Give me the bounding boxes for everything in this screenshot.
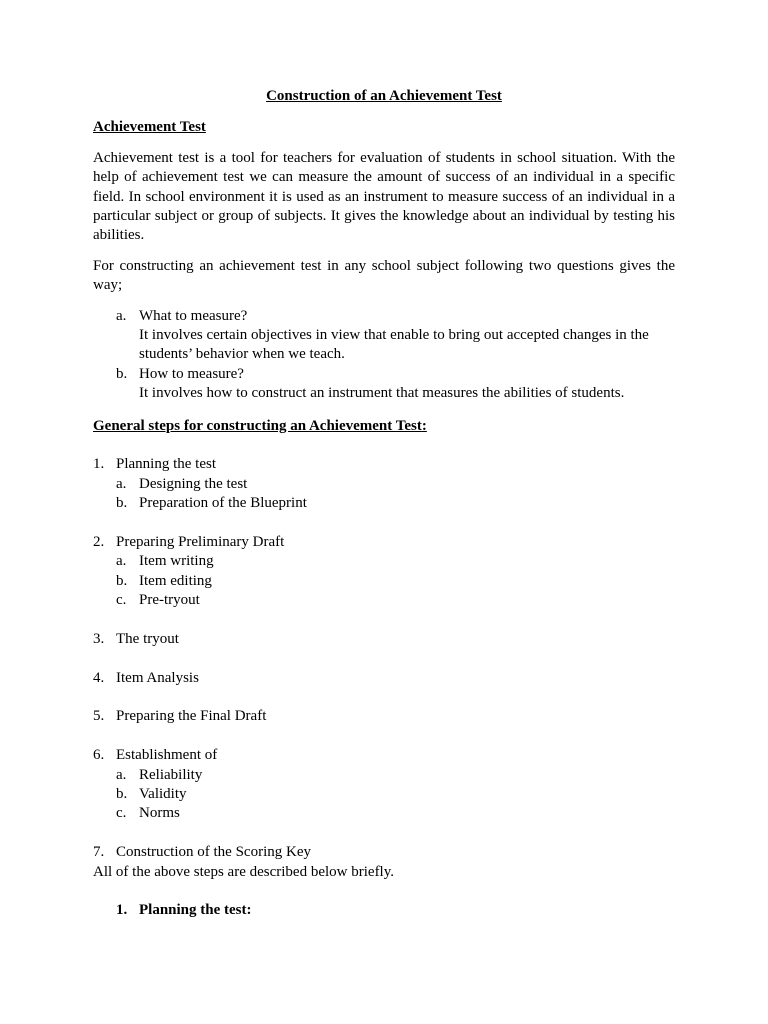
sub-step-text: Norms (139, 805, 180, 822)
list-marker: b. (116, 365, 128, 382)
sub-step-marker: a. (116, 766, 127, 783)
sub-step (93, 475, 675, 494)
sub-step (93, 804, 675, 823)
sub-step (93, 766, 675, 785)
steps-list (93, 455, 675, 862)
step-item (93, 746, 675, 824)
question-answer: It involves how to construct an instrument that measures the abilities of students. (139, 385, 625, 402)
step-item (93, 533, 675, 611)
step-number: 4. (93, 669, 105, 686)
section-heading-text: General steps for constructing an Achievement Test (93, 417, 422, 434)
sub-step-marker: b. (116, 572, 128, 589)
step-label: Preparing Preliminary Draft (116, 533, 285, 550)
step-label: Establishment of (116, 747, 218, 764)
question-answer: It involves certain objectives in view that enable to bring out accepted changes in the students’ behavior when we teach. (139, 327, 649, 363)
question-item (93, 307, 675, 365)
step-number: 7. (93, 844, 105, 861)
sub-step-marker: a. (116, 475, 127, 492)
sub-step-text: Reliability (139, 766, 203, 783)
step-label: Construction of the Scoring Key (116, 844, 311, 861)
step-item (93, 455, 675, 513)
document-page (93, 87, 675, 921)
list-marker: a. (116, 307, 127, 324)
question-text: What to measure? (139, 307, 248, 324)
steps-summary: All of the above steps are described below briefly. (93, 863, 395, 880)
sub-step-text: Validity (139, 785, 187, 802)
sub-step-text: Designing the test (139, 475, 248, 492)
step-number: 5. (93, 708, 105, 725)
subsection-title: Planning the test: (139, 902, 252, 919)
step-item (93, 843, 675, 862)
question-text: How to measure? (139, 365, 244, 382)
intro-paragraph: Achievement test is a tool for teachers for evaluation of students in school situation. With the help of achievement test we can measure the amount of success of an individual in a specific field. In school environment it is used as an instrument to measure success of an individual in a particular subject or group of subjects. It gives the knowledge about an individual by testing his abilities. (93, 149, 675, 244)
section-heading-general-steps (93, 417, 675, 436)
step-number: 1. (93, 456, 105, 473)
sub-step-marker: c. (116, 591, 127, 608)
subsection-heading-planning (93, 901, 675, 920)
step-number: 2. (93, 533, 105, 550)
sub-step (93, 494, 675, 513)
sub-step-marker: c. (116, 805, 127, 822)
step-label: Preparing the Final Draft (116, 708, 267, 725)
sub-step (93, 591, 675, 610)
sub-step-marker: a. (116, 553, 127, 570)
step-item (93, 707, 675, 726)
questions-lead-paragraph: For constructing an achievement test in any school subject following two questions gives the way; (93, 257, 675, 294)
sub-step-marker: b. (116, 785, 128, 802)
section-heading-achievement-test: Achievement Test (93, 119, 206, 136)
sub-step (93, 572, 675, 591)
question-list (93, 307, 675, 404)
sub-step (93, 552, 675, 571)
sub-step (93, 785, 675, 804)
step-label: The tryout (116, 630, 179, 647)
sub-step-text: Item editing (139, 572, 212, 589)
heading-colon: : (421, 417, 427, 434)
sub-step-text: Item writing (139, 553, 214, 570)
subsection-number: 1. (116, 902, 128, 919)
sub-step-text: Pre-tryout (139, 591, 200, 608)
step-number: 6. (93, 747, 105, 764)
question-item (93, 365, 675, 404)
step-label: Item Analysis (116, 669, 199, 686)
step-item (93, 630, 675, 649)
step-item (93, 669, 675, 688)
sub-step-marker: b. (116, 494, 128, 511)
step-label: Planning the test (116, 456, 216, 473)
sub-step-text: Preparation of the Blueprint (139, 494, 307, 511)
document-title: Construction of an Achievement Test (266, 88, 502, 104)
step-number: 3. (93, 630, 105, 647)
